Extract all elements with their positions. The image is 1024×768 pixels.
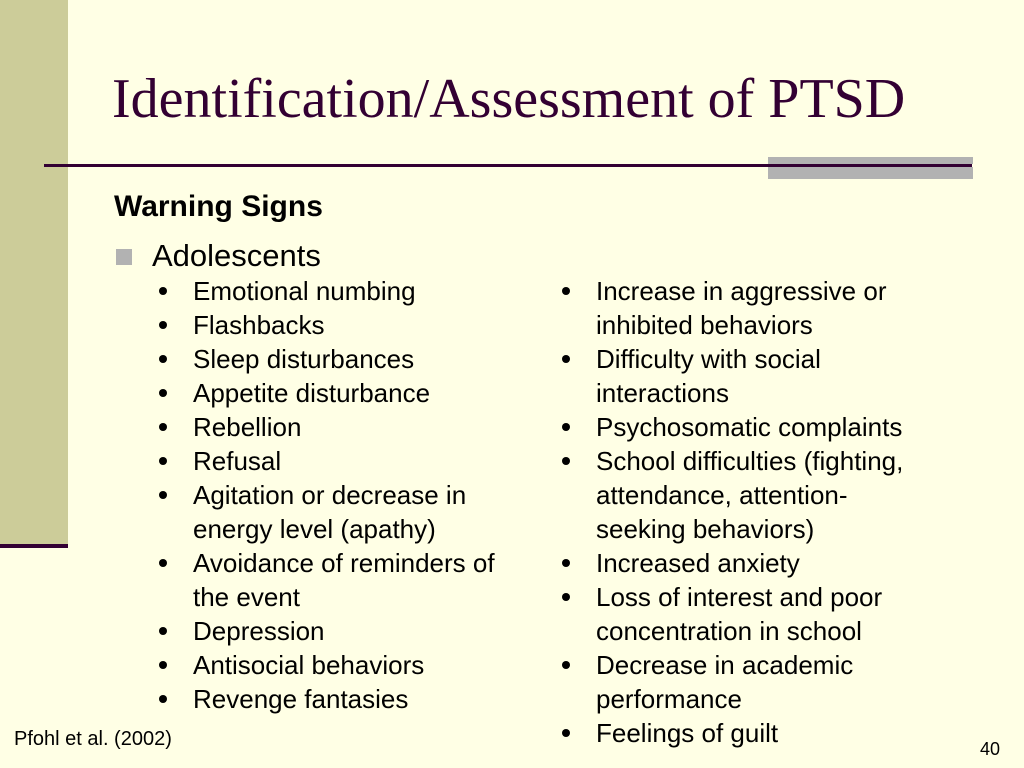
list-item-text: Increased anxiety (596, 548, 800, 578)
list-item (152, 546, 532, 580)
bullet-dot-icon (562, 593, 570, 601)
list-item-continuation (555, 376, 955, 410)
list-item-text: Flashbacks (193, 310, 325, 340)
list-item-text: Antisocial behaviors (193, 650, 425, 680)
list-item-text: inhibited behaviors (596, 310, 813, 340)
list-item-continuation (152, 512, 532, 546)
bullet-dot-icon (159, 559, 167, 567)
list-item-continuation (555, 682, 955, 716)
bullet-dot-icon (562, 355, 570, 363)
list-item (555, 580, 955, 614)
list-item-continuation (555, 512, 955, 546)
list-item-continuation (152, 580, 532, 614)
list-item-continuation (555, 614, 955, 648)
list-item-text: Decrease in academic (596, 650, 854, 680)
list-item (555, 444, 955, 478)
title-rule-accent-top (768, 157, 973, 164)
list-item (152, 614, 532, 648)
list-item-text: the event (193, 582, 300, 612)
bullet-dot-icon (159, 355, 167, 363)
list-item (555, 274, 955, 308)
list-item-text: interactions (596, 378, 729, 408)
bullet-dot-icon (562, 661, 570, 669)
list-item-text: Feelings of guilt (596, 718, 779, 748)
list-item (152, 342, 532, 376)
list-item-text: attendance, attention- (596, 480, 848, 510)
list-item-text: Agitation or decrease in (193, 480, 467, 510)
list-item (152, 410, 532, 444)
list-item (555, 410, 955, 444)
title-rule-accent-bottom (768, 167, 973, 179)
square-bullet-icon (116, 249, 132, 265)
right-bullet-list (555, 274, 955, 750)
bullet-dot-icon (159, 457, 167, 465)
list-item-text: Avoidance of reminders of (193, 548, 495, 578)
list-item-text: Refusal (193, 446, 282, 476)
list-item (152, 308, 532, 342)
list-item-text: Increase in aggressive or (596, 276, 887, 306)
bullet-dot-icon (562, 423, 570, 431)
left-decorative-bar (0, 0, 68, 545)
list-item-text: seeking behaviors) (596, 514, 815, 544)
list-item-text: Difficulty with social (596, 344, 821, 374)
list-item-text: Sleep disturbances (193, 344, 415, 374)
citation: Pfohl et al. (2002) (14, 728, 172, 750)
list-item-text: concentration in school (596, 616, 862, 646)
bullet-dot-icon (562, 729, 570, 737)
list-item-continuation (555, 308, 955, 342)
bullet-dot-icon (562, 287, 570, 295)
list-item-text: Psychosomatic complaints (596, 412, 903, 442)
bullet-dot-icon (562, 457, 570, 465)
list-item (152, 648, 532, 682)
section-label: Adolescents (152, 238, 321, 273)
list-item (555, 546, 955, 580)
list-item-text: Emotional numbing (193, 276, 416, 306)
list-item-text: School difficulties (fighting, (596, 446, 904, 476)
slide-title: Identification/Assessment of PTSD (112, 68, 906, 130)
bullet-dot-icon (159, 287, 167, 295)
bullet-dot-icon (159, 661, 167, 669)
list-item-text: Depression (193, 616, 325, 646)
list-item-text: Revenge fantasies (193, 684, 409, 714)
bullet-dot-icon (159, 695, 167, 703)
left-bullet-list (152, 274, 532, 716)
list-item-text: performance (596, 684, 742, 714)
list-item (152, 376, 532, 410)
list-item-text: Loss of interest and poor (596, 582, 883, 612)
page-number: 40 (980, 739, 1001, 759)
subheading: Warning Signs (114, 190, 323, 223)
bullet-dot-icon (159, 321, 167, 329)
list-item-text: energy level (apathy) (193, 514, 436, 544)
bullet-dot-icon (562, 559, 570, 567)
bullet-dot-icon (159, 423, 167, 431)
list-item (152, 682, 532, 716)
list-item-text: Appetite disturbance (193, 378, 431, 408)
bullet-dot-icon (159, 491, 167, 499)
list-item (152, 274, 532, 308)
list-item (555, 342, 955, 376)
list-item-continuation (555, 478, 955, 512)
list-item (152, 444, 532, 478)
left-bar-accent (0, 544, 68, 548)
list-item (555, 648, 955, 682)
bullet-dot-icon (159, 627, 167, 635)
list-item (152, 478, 532, 512)
list-item-text: Rebellion (193, 412, 302, 442)
bullet-dot-icon (159, 389, 167, 397)
list-item (555, 716, 955, 750)
